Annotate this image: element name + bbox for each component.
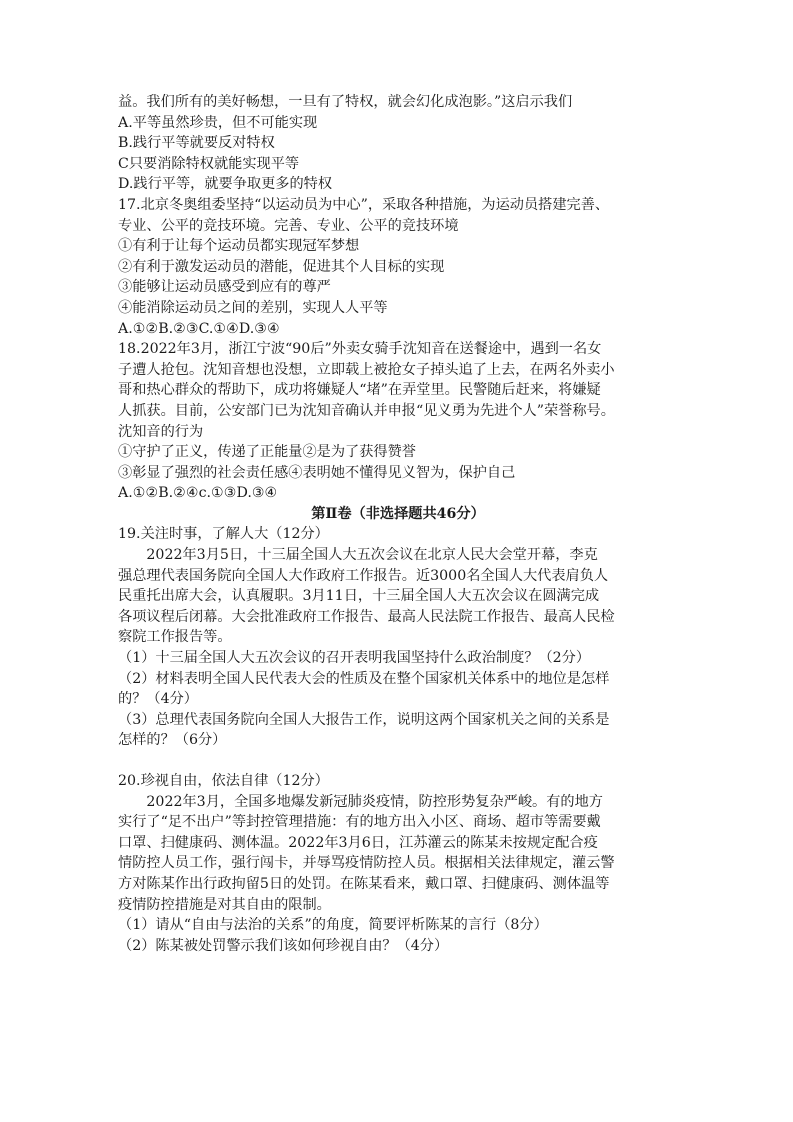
question-20-heading: 20.珍视自由，依法自律（12分）	[118, 773, 329, 789]
question-17-stem-line: 专业、公平的竞技环境。完善、专业、公平的竞技环境	[118, 217, 459, 234]
question-17-statement: ②有利于激发运动员的潜能，促进其个人目标的实现	[118, 258, 445, 275]
question-18-statement: ③彰显了强烈的社会责任感④表明她不懂得见义智为，保护自己	[118, 464, 516, 481]
question-19-subquestion: 的？（4分）	[118, 691, 198, 708]
question-19-material-line: 强总理代表国务院向全国人大作政府工作报告。近3000名全国人大代表肩负人	[118, 567, 609, 584]
question-20-material-line: 口罩、扫健康码、测体温。2022年3月6日，江苏灌云的陈某未按规定配合疫	[118, 834, 598, 851]
question-17-statement: ④能消除运动员之间的差别，实现人人平等	[118, 299, 388, 316]
question-20-material-line: 疫情防控措施是对其自由的限制。	[118, 896, 331, 913]
question-16-option-a: A.平等虽然珍贵，但不可能实现	[118, 114, 318, 131]
question-19-subquestion: 怎样的？（6分）	[118, 732, 227, 749]
question-19	[118, 524, 678, 751]
blank-spacer	[118, 751, 678, 771]
question-19-subquestion: （3）总理代表国务院向全国人大报告工作，说明这两个国家机关之间的关系是	[118, 711, 610, 728]
question-20-subquestion: （2）陈某被处罚警示我们该如何珍视自由？（4分）	[118, 937, 449, 954]
question-16	[118, 92, 678, 195]
question-20-subquestion: （1）请从“自由与法治的关系”的角度，简要评析陈某的言行（8分）	[118, 917, 548, 934]
question-19-material-line: 各项议程后闭幕。大会批准政府工作报告、最高人民法院工作报告、最高人民检	[118, 608, 615, 625]
question-17-statement: ③能够让运动员感受到应有的尊严	[118, 279, 331, 296]
part-2-title: 第Ⅱ卷（非选择题共46分）	[311, 505, 485, 522]
question-19-material-line: 察院工作报告等。	[118, 629, 232, 646]
question-20-material-line: 情防控人员工作，强行闯卡，并辱骂疫情防控人员。根据相关法律规定，灌云警	[118, 855, 615, 872]
question-18	[118, 339, 678, 504]
question-18-choices: A.①②B.②④c.①③D.③④	[118, 485, 278, 502]
question-17-stem-line: 17.北京冬奥组委坚持“以运动员为中心”，采取各种措施，为运动员搭建完善、	[118, 196, 610, 213]
question-17-statement: ①有利于让每个运动员都实现冠军梦想	[118, 238, 360, 255]
question-17	[118, 195, 678, 339]
question-18-stem-line: 子遭人抢包。沈知音想也没想，立即载上被抢女子掉头追了上去，在两名外卖小	[118, 361, 615, 378]
exam-page	[118, 92, 678, 956]
question-18-stem-line: 18.2022年3月，浙江宁波“90后”外卖女骑手沈知音在送餐途中，遇到一名女	[118, 341, 602, 358]
question-16-option-c: C只要消除特权就能实现平等	[118, 155, 300, 172]
question-16-stem-tail: 益。我们所有的美好畅想，一旦有了特权，就会幻化成泡影。”这启示我们	[118, 94, 573, 110]
question-18-stem-line: 沈知音的行为	[118, 423, 204, 440]
question-16-option-d: D.践行平等，就要争取更多的特权	[118, 176, 333, 193]
question-19-subquestion: （1）十三届全国人大五次会议的召开表明我国坚持什么政治制度？（2分）	[118, 650, 591, 667]
question-18-stem-line: 人抓获。目前，公安部门已为沈知音确认并申报“见义勇为先进个人”荣誉称号。	[118, 402, 615, 419]
question-20	[118, 771, 678, 956]
question-20-material-line: 实行了“足不出户”等封控管理措施：有的地方出入小区、商场、超市等需要戴	[118, 814, 601, 831]
question-16-option-b: B.践行平等就要反对特权	[118, 135, 275, 152]
question-19-material-line: 民重托出席大会，认真履职。3月11日，十三届全国人大五次会议在圆满完成	[118, 588, 600, 605]
question-18-statement: ①守护了正义，传递了正能量②是为了获得赞誉	[118, 444, 416, 461]
question-19-heading: 19.关注时事，了解人大（12分）	[118, 526, 329, 543]
question-19-subquestion: （2）材料表明全国人民代表大会的性质及在整个国家机关体系中的地位是怎样	[118, 670, 610, 687]
question-18-stem-line: 哥和热心群众的帮助下，成功将嫌疑人“堵”在弄堂里。民警随后赶来，将嫌疑	[118, 382, 601, 399]
question-19-material-line: 2022年3月5日，十三届全国人大五次会议在北京人民大会堂开幕，李克	[146, 547, 598, 564]
question-20-material-line: 2022年3月，全国多地爆发新冠肺炎疫情，防控形势复杂严峻。有的地方	[146, 793, 603, 810]
question-20-material-line: 方对陈某作出行政拘留5日的处罚。在陈某看来，戴口罩、扫健康码、测体温等	[118, 875, 610, 892]
question-17-choices: A.①②B.②③C.①④D.③④	[118, 320, 280, 337]
